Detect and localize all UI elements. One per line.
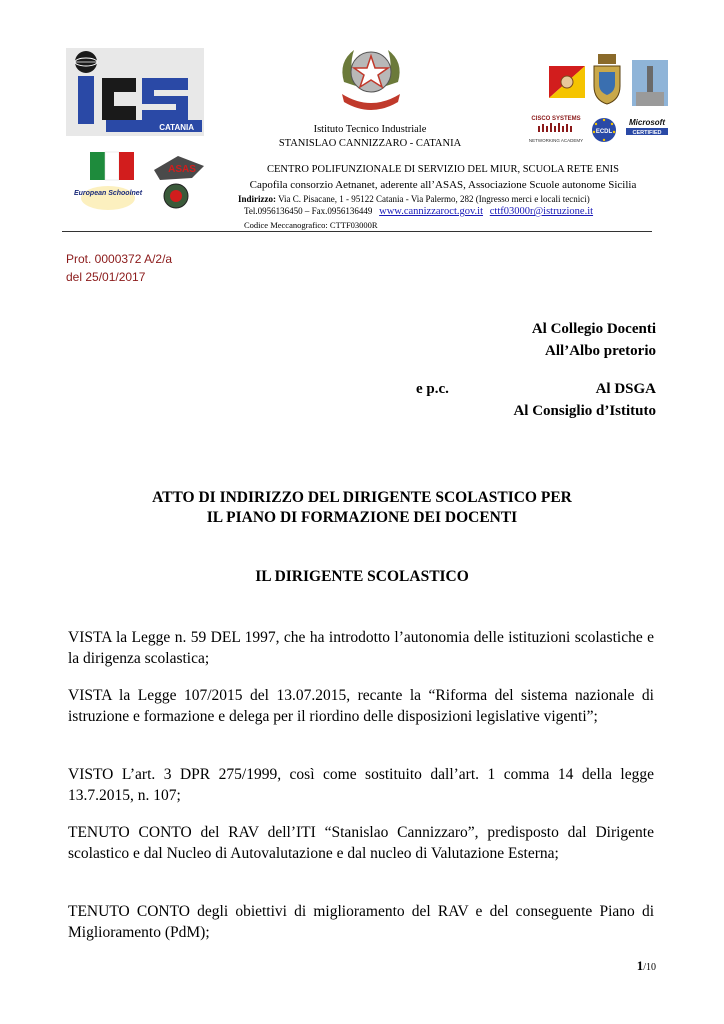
microsoft-sub-text: CERTIFIED <box>632 130 662 136</box>
asas-text: ASAS <box>168 164 196 175</box>
email-link[interactable]: cttf03000r@istruzione.it <box>489 206 594 217</box>
microsoft-certified-logo <box>624 116 670 144</box>
addressee-dsga: Al DSGA <box>595 381 656 397</box>
address-label: Indirizzo: <box>238 194 276 204</box>
addressee-consiglio: Al Consiglio d’Istituto <box>513 403 656 419</box>
website-link[interactable]: www.cannizzaroct.gov.it <box>379 206 484 217</box>
protocol-block <box>66 250 172 286</box>
microsoft-text: Microsoft <box>629 118 665 127</box>
center-line-1: CENTRO POLIFUNZIONALE DI SERVIZIO DEL MIUR, SCUOLA RETE ENIS <box>267 164 619 175</box>
protocol-number: Prot. 0000372 A/2/a <box>66 252 173 266</box>
european-schoolnet-logo <box>73 185 143 211</box>
monument-photo <box>632 60 668 106</box>
asas-logo <box>148 152 208 212</box>
sicily-flag-icon <box>549 66 585 98</box>
contact-line <box>244 206 674 217</box>
paragraph-vista-legge-59: VISTA la Legge n. 59 DEL 1997, che ha introdotto l’autonomia delle istituzioni scolastiche e la dirigenza scolastica; <box>68 629 654 667</box>
address-text: Via C. Pisacane, 1 - 95122 Catania - Via Palermo, 282 (Ingresso merci e locali tecnici) <box>276 194 590 204</box>
page-total: /10 <box>643 962 656 973</box>
italy-flag-icon <box>90 152 134 180</box>
document-title-line-2: IL PIANO DI FORMAZIONE DEI DOCENTI <box>206 509 518 526</box>
ecdl-text: ECDL <box>595 129 613 135</box>
protocol-date: del 25/01/2017 <box>66 270 146 284</box>
school-name: STANISLAO CANNIZZARO - CATANIA <box>278 138 462 149</box>
address-line <box>238 194 668 204</box>
paragraph-rav: TENUTO CONTO del RAV dell’ITI “Stanislao Cannizzaro”, predisposto dal Dirigente scolastico e dal Nucleo di Autovalutazione e dal nucleo di Valutazione Esterna; <box>68 824 654 862</box>
header-divider <box>62 231 652 232</box>
page-current: 1 <box>636 958 644 973</box>
cisco-sub-text: NETWORKING ACADEMY <box>528 138 584 143</box>
center-line-2: Capofila consorzio Aetnanet, aderente all’ASAS, Associazione Scuole autonome Sicilia <box>249 179 637 191</box>
ics-logo <box>66 48 204 136</box>
document-subtitle: IL DIRIGENTE SCOLASTICO <box>255 568 469 585</box>
crest-icon <box>590 52 624 106</box>
paragraph-visto-dpr: VISTO L’art. 3 DPR 275/1999, così come sostituito dall’art. 1 comma 14 della legge 13.7.2015, n. 107; <box>68 766 654 804</box>
page-number <box>637 958 656 974</box>
school-code: Codice Meccanografico: CTTF03000R <box>244 220 378 230</box>
epc-label: e p.c. <box>416 381 449 397</box>
italian-republic-emblem <box>336 42 406 114</box>
european-schoolnet-text: European Schoolnet <box>73 190 143 197</box>
document-title-line-1: ATTO DI INDIRIZZO DEL DIRIGENTE SCOLASTICO PER <box>152 489 572 506</box>
ics-logo-text: CATANIA <box>159 123 194 132</box>
addressee-albo: All’Albo pretorio <box>545 343 656 359</box>
cisco-text: CISCO SYSTEMS <box>531 116 581 122</box>
paragraph-pdm: TENUTO CONTO degli obiettivi di miglioramento del RAV e del conseguente Piano di Miglioramento (PdM); <box>68 903 654 941</box>
addressee-collegio: Al Collegio Docenti <box>531 321 656 337</box>
school-type: Istituto Tecnico Industriale <box>313 124 427 135</box>
school-heading <box>210 123 530 151</box>
paragraph-vista-legge-107: VISTA la Legge 107/2015 del 13.07.2015, recante la “Riforma del sistema nazionale di istruzione e formazione e delega per il riordino delle disposizioni legislative vigenti”; <box>68 687 654 725</box>
phone-fax: Tel.0956136450 – Fax.0956136449 <box>244 206 373 216</box>
ecdl-logo <box>588 116 620 146</box>
cisco-networking-academy-logo <box>528 112 584 148</box>
